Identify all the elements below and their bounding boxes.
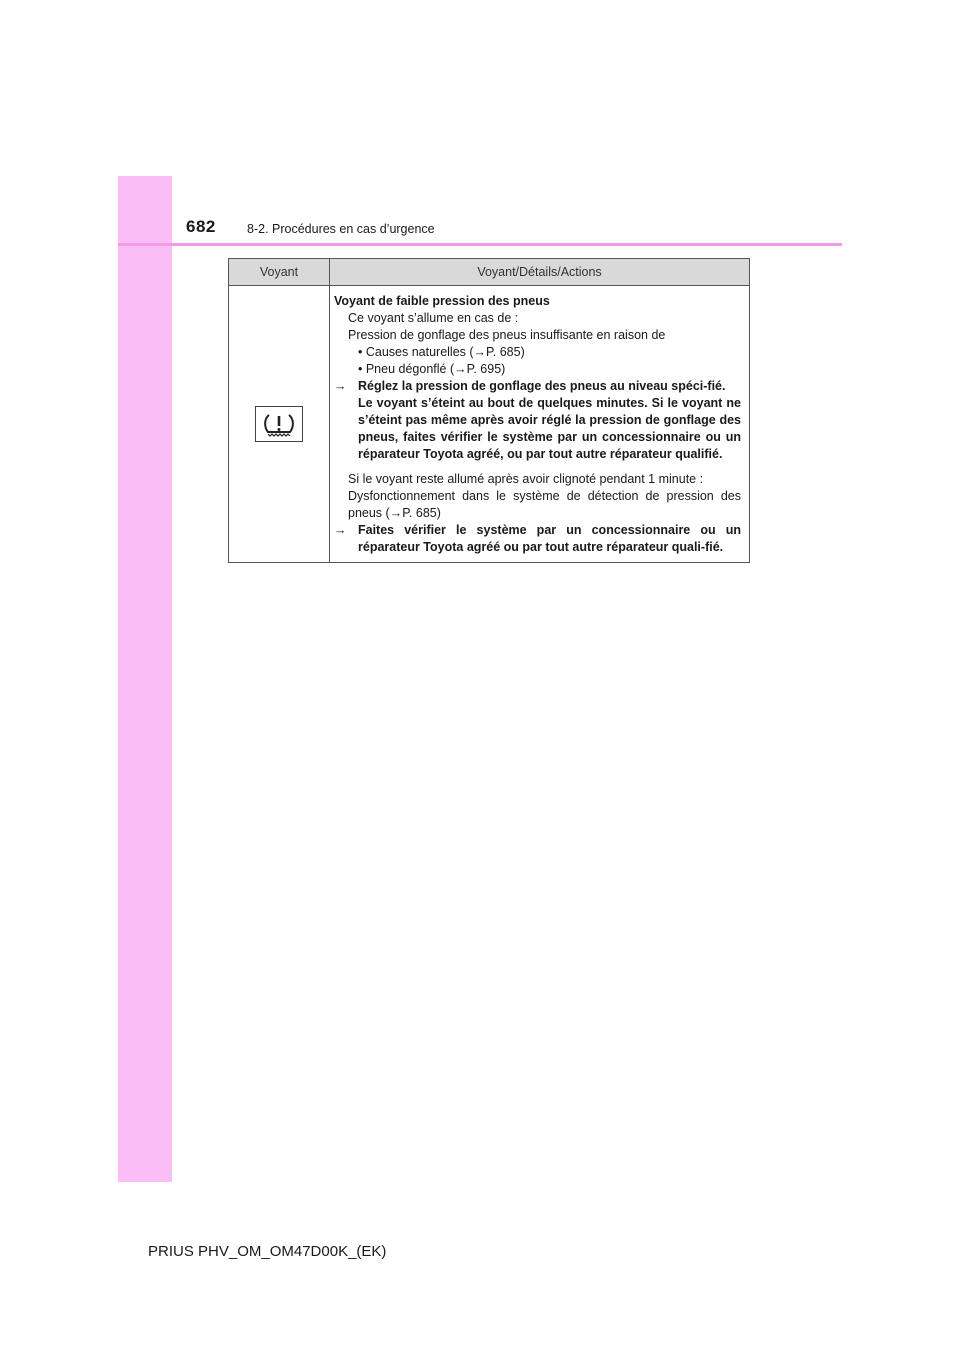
action-block [334,378,741,463]
table-header-row [229,259,750,286]
section-title: 8-2. Procédures en cas d’urgence [247,222,435,236]
header-voyant: Voyant [229,259,330,286]
detail-line: Dysfonctionnement dans le système de détection de pression des pneus (→P. 685) [348,489,741,520]
footer-doc-code: PRIUS PHV_OM_OM47D00K_(EK) [148,1243,387,1260]
detail-line: Pression de gonflage des pneus insuffisante en raison de [348,328,666,342]
indicator-table [228,258,750,563]
header-details: Voyant/Détails/Actions [330,259,750,286]
detail-line: Si le voyant reste allumé après avoir clignoté pendant 1 minute : [348,472,704,486]
bullet-item: • Causes naturelles (→P. 685) [358,345,525,359]
arrow-icon: → [334,379,347,393]
details-cell [330,286,750,563]
bullet-item: • Pneu dégonflé (→P. 695) [358,362,506,376]
action-block [334,522,741,556]
action-line: Le voyant s’éteint au bout de quelques minutes. Si le voyant ne s’éteint pas même après avoir réglé la pression de gonflage des pneus, faites vérifier le système par un concessionnaire ou un réparateur Toyota agréé, ou par tout autre réparateur qualifié. [358,396,741,461]
detail-line: Ce voyant s’allume en cas de : [348,311,519,325]
table-row [229,286,750,563]
tire-pressure-warning-icon [255,406,303,442]
header-line [118,243,842,246]
indicator-title: Voyant de faible pression des pneus [334,294,550,308]
action-text [358,378,741,463]
arrow-icon: → [334,523,347,537]
action-line: Réglez la pression de gonflage des pneus au niveau spéci-fié. [358,379,726,393]
action-text: Faites vérifier le système par un concessionnaire ou un réparateur Toyota agréé ou par tout autre réparateur quali-fié. [358,523,741,554]
side-band [118,176,172,1182]
icon-cell [229,286,330,563]
page-number: 682 [186,217,216,236]
